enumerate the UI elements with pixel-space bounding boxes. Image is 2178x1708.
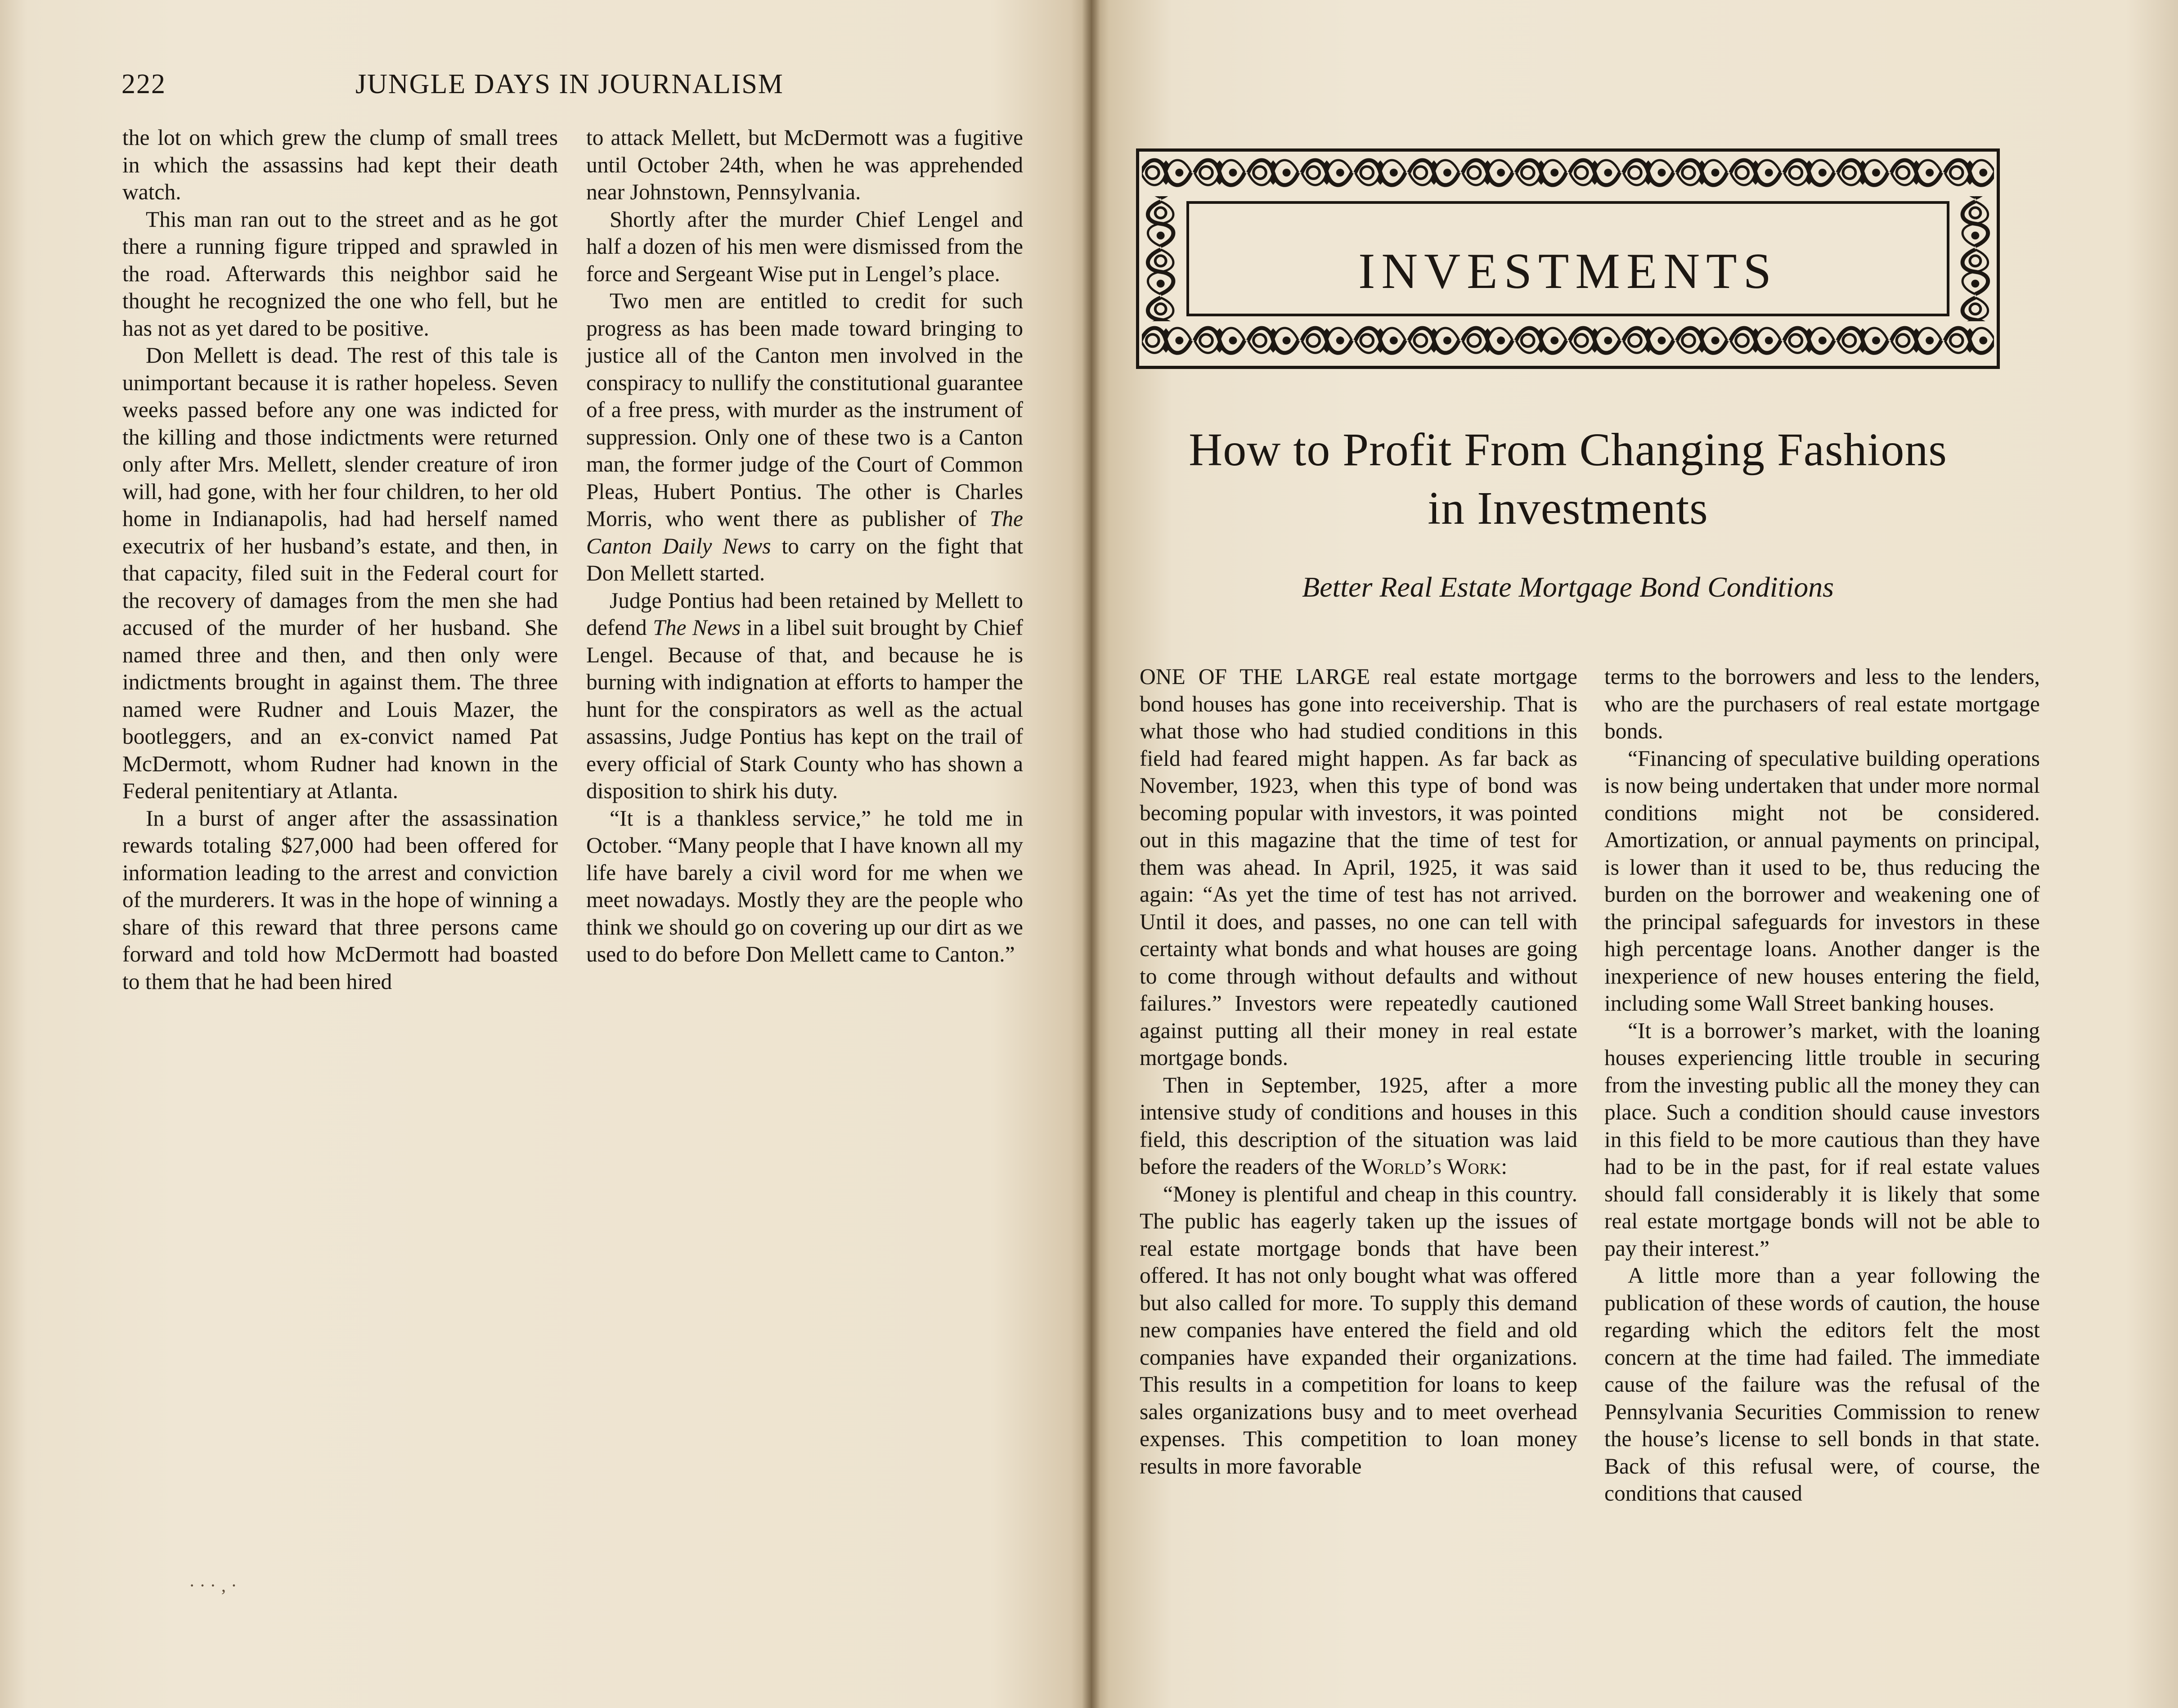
- paragraph: Don Mellett is dead. The rest of this tale is unimportant because it is rather hopeless. Seven weeks passed before any one was indicted for the killing and those indictments were returned only after Mrs. Mellett, slender creature of iron will, had gone, with her four children, to her old home in Indianapolis, had had herself named executrix of her husband’s estate, and then, in that capacity, filed suit in the Federal court for the recovery of damages from the men she had accused of the murder of her husband. She named three and then, and then only were indictments brought in against them. The three named were Rudner and Louis Mazer, the bootleggers, and an ex-convict named Pat McDermott, whom Rudner had known in the Federal penitentiary at Atlanta.: [122, 343, 558, 803]
- paragraph: to attack Mellett, but McDermott was a fugitive until October 24th, when he was apprehended near Johnstown, Pennsylvania.: [586, 125, 1023, 204]
- right-page-column-2: [1604, 663, 2040, 1507]
- magazine-name: World’s Work: [1361, 1154, 1501, 1179]
- running-title: JUNGLE DAYS IN JOURNALISM: [355, 69, 784, 99]
- lead-in: ONE OF THE LARGE: [1140, 664, 1370, 689]
- newspaper-name: The Canton Daily News: [586, 506, 1023, 558]
- article-subtitle: Better Real Estate Mortgage Bond Conditions: [1302, 571, 1834, 603]
- text-run: in a libel suit brought by Chief Lengel. Because of that, and because he is burning with indignation at efforts to hamper the hunt for the conspirators as well as the actual assassins, Judge Pontius has kept on the trail of every official of Stark County who has shown a disposition to shirk his duty.: [586, 615, 1023, 803]
- paragraph: In a burst of anger after the assassination rewards totaling $27,000 had been offered for information leading to the arrest and conviction of the murderers. It was in the hope of winning a share of this reward that three persons came forward and told how McDermott had boasted to them that he had been hired: [122, 805, 558, 994]
- article-title: [1136, 421, 2000, 538]
- text-run: Judge Pontius had been retained by Mellett to defend: [586, 588, 1023, 640]
- paragraph: Shortly after the murder Chief Lengel and half a dozen of his men were dismissed from the force and Sergeant Wise put in Lengel’s place.: [586, 207, 1023, 286]
- article-title-line: in Investments: [1428, 482, 1708, 534]
- paragraph: the lot on which grew the clump of small trees in which the assassins had kept their death watch.: [122, 125, 558, 204]
- paragraph: “It is a borrower’s market, with the loaning houses experiencing little trouble in securing from the investing public all the money they can place. Such a condition should cause investors in this field to be more cautious than they have had to be in the past, for if real estate values should fall considerably it is likely that some real estate mortgage bonds will not be able to pay their interest.”: [1604, 1018, 2040, 1261]
- paragraph: “Money is plentiful and cheap in this country. The public has eagerly taken up the issues of real estate mortgage bonds that have been offered. It has not only bought what was offered but also called for more. To supply this demand new companies have entered the field and old companies have expanded their organizations. This results in a competition for loans to keep sales organizations busy and to meet overhead expenses. This competition to loan money results in more favorable: [1140, 1181, 1577, 1479]
- paragraph: “It is a thankless service,” he told me in October. “Many people that I have known all my life have barely a civil word for me when we meet nowadays. Mostly they are the people who think we should go on covering up our dirt as we used to do before Don Mellett came to Canton.”: [586, 805, 1023, 966]
- right-page-column-1: [1140, 663, 1577, 1480]
- left-page-column-2: [586, 124, 1023, 968]
- paragraph: terms to the borrowers and less to the lenders, who are the purchasers of real estate mortgage bonds.: [1604, 664, 2040, 743]
- text-run: :: [1501, 1154, 1508, 1179]
- text-run: to carry on the fight that Don Mellett started.: [586, 533, 1023, 585]
- paragraph: This man ran out to the street and as he got there a running figure tripped and sprawled in the road. Afterwards this neighbor said he thought he recognized the one who fell, but he has not as yet dared to be positive.: [122, 207, 558, 341]
- section-title: INVESTMENTS: [1358, 243, 1778, 299]
- section-banner: [1136, 148, 2000, 369]
- paragraph: [586, 288, 1023, 587]
- book-gutter: [1082, 0, 1100, 1708]
- text-run: Two men are entitled to credit for such progress as has been made toward bringing to justice all of the Canton men involved in the conspiracy to nullify the constitutional guarantee of a free press, with murder as the instrument of suppression. Only one of these two is a Canton man, the former judge of the Court of Common Pleas, Hubert Pontius. The other is Charles Morris, who went there as publisher of: [586, 288, 1023, 531]
- newspaper-name: The News: [653, 615, 741, 640]
- print-speck: · · · ‚ ·: [189, 1575, 237, 1596]
- paragraph: “Financing of speculative building operations is now being undertaken that under more normal conditions might not be considered. Amortization, or annual payments on principal, is lower than it used to be, thus reducing the burden on the borrower and weakening one of the principal safeguards for investors in these high percentage loans. Another danger is the inexperience of new houses entering the field, including some Wall Street banking houses.: [1604, 746, 2040, 1016]
- page-number: 222: [121, 69, 166, 99]
- paragraph: [1140, 663, 1577, 1072]
- article-title-line: How to Profit From Changing Fashions: [1189, 424, 1947, 476]
- paragraph: A little more than a year following the publication of these words of caution, the house regarding which the editors felt the most concern at the time had failed. The immediate cause of the failure was the refusal of the Pennsylvania Securities Commission to renew the house’s license to sell bonds in that state. Back of this refusal were, of course, the conditions that caused: [1604, 1263, 2040, 1506]
- banner-inner-frame: [1186, 201, 1949, 316]
- text-run: real estate mortgage bond houses has gone into receivership. That is what those who had studied conditions in this field had feared might happen. As far back as November, 1923, when this type of bond was becoming popular with investors, it was pointed out in this magazine that the time of test for them was ahead. In April, 1925, it was said again: “As yet the time of test has not arrived. Until it does, and passes, no one can tell with certainty what bonds and what houses are going to come through without defaults and without failures.” Investors were repeatedly cautioned against putting all their money in real estate mortgage bonds.: [1140, 664, 1577, 1070]
- paragraph: [1140, 1072, 1577, 1181]
- paragraph: [586, 587, 1023, 805]
- left-page-column-1: [122, 124, 558, 995]
- text-run: Then in September, 1925, after a more intensive study of conditions and houses in this field, this description of the situation was laid before the readers of the: [1140, 1072, 1577, 1179]
